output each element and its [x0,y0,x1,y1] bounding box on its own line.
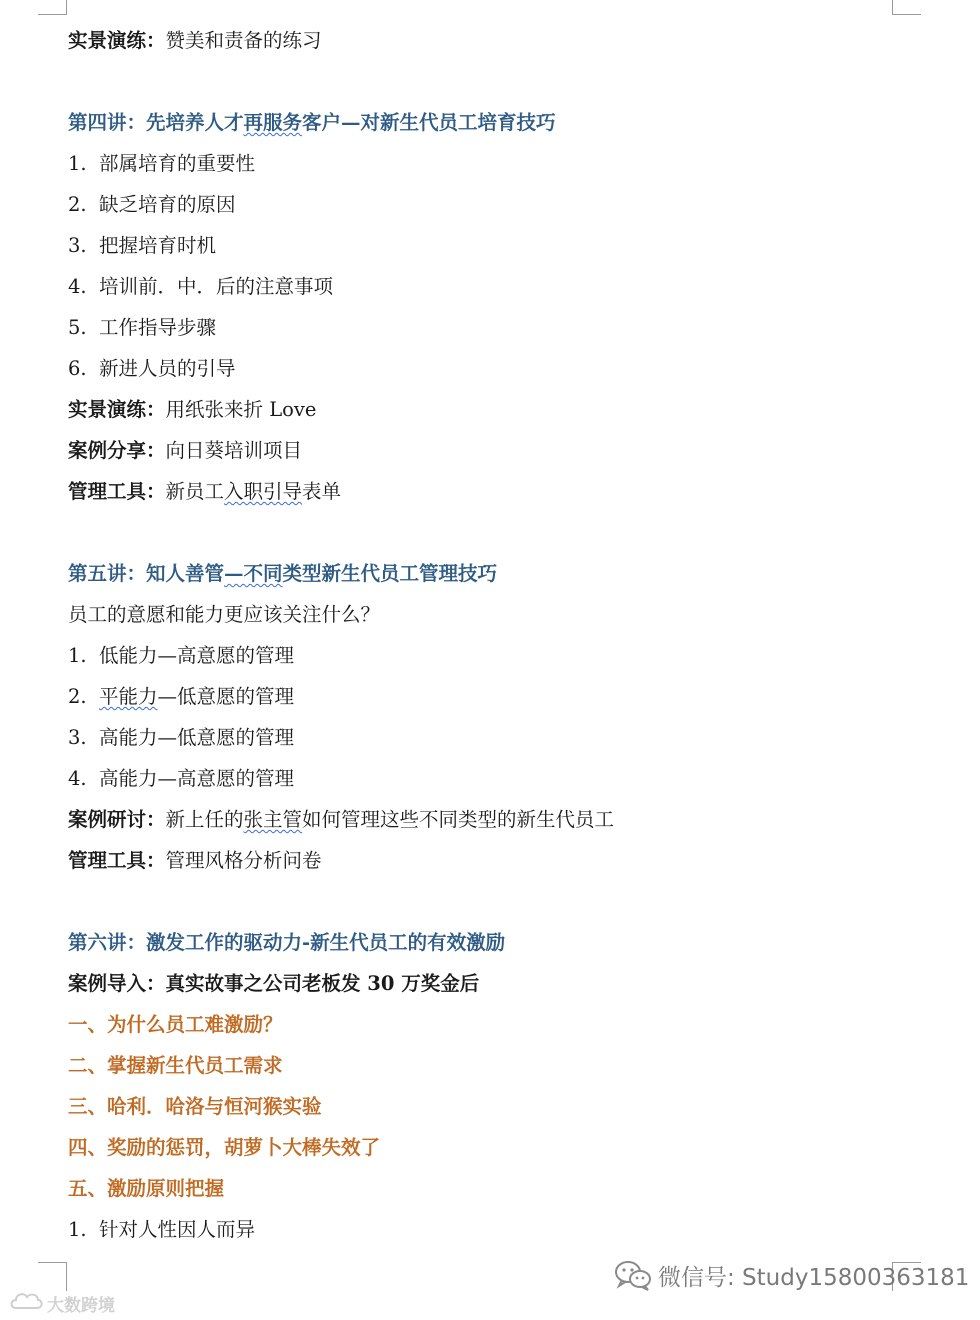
list-item: 6. 新进人员的引导 [68,357,236,380]
lecture5-heading: 第五讲：知人善管—不同类型新生代员工管理技巧 [68,562,498,585]
question-line: 员工的意愿和能力更应该关注什么？ [68,603,381,626]
lecture4-heading: 第四讲：先培养人才再服务客户—对新生代员工培育技巧 [68,111,556,134]
crop-mark-top-right [892,0,921,15]
list-item: 4. 培训前．中．后的注意事项 [68,275,334,298]
wechat-id-text: 微信号: Study15800363181 [658,1264,970,1291]
lecture6-heading: 第六讲：激发工作的驱动力-新生代员工的有效激励 [68,931,506,954]
list-item: 2. 缺乏培育的原因 [68,193,236,216]
wechat-watermark [614,1257,969,1293]
list-item: 1. 部属培育的重要性 [68,152,256,175]
drill-line [68,26,322,56]
drill-label: 实景演练： [68,29,166,52]
list-item: 3. 把握培育时机 [68,234,217,257]
list-item: 1. 针对人性因人而异 [68,1218,256,1241]
subheading: 五、激励原则把握 [68,1177,225,1200]
tool-line: 管理工具：管理风格分析问卷 [68,849,322,872]
tool-line: 管理工具：新员工入职引导表单 [68,480,342,503]
list-item: 4. 高能力—高意愿的管理 [68,767,295,790]
list-item: 2. 平能力—低意愿的管理 [68,685,295,708]
drill-text: 赞美和责备的练习 [165,29,322,52]
list-item: 5. 工作指导步骤 [68,316,217,339]
list-item: 1. 低能力—高意愿的管理 [68,644,295,667]
list-item: 3. 高能力—低意愿的管理 [68,726,295,749]
spellcheck-mark: 平能力 [99,685,158,708]
subheading: 一、为什么员工难激励？ [68,1013,283,1036]
case-share-line: 案例分享：向日葵培训项目 [68,439,303,462]
subheading: 三、哈利．哈洛与恒河猴实验 [68,1095,322,1118]
spellcheck-mark: —不同 [224,562,283,585]
spellcheck-mark: 张主管 [243,808,303,831]
case-intro-line: 案例导入：真实故事之公司老板发 30 万奖金后 [68,972,480,995]
brand-watermark [8,1290,115,1316]
crop-mark-top-left [38,0,67,15]
subheading: 四、奖励的惩罚，胡萝卜大棒失效了 [68,1136,381,1159]
spellcheck-mark: 入职引导 [224,480,303,503]
crop-mark-bottom-left [38,1262,67,1291]
wechat-icon [614,1259,652,1291]
drill-line: 实景演练：用纸张来折 Love [68,398,317,421]
case-study-line: 案例研讨：新上任的张主管如何管理这些不同类型的新生代员工 [68,808,615,831]
spellcheck-mark: 再服务 [243,111,303,134]
subheading: 二、掌握新生代员工需求 [68,1054,283,1077]
brand-text: 大数跨境 [47,1295,115,1316]
cloud-logo-icon [8,1289,44,1318]
